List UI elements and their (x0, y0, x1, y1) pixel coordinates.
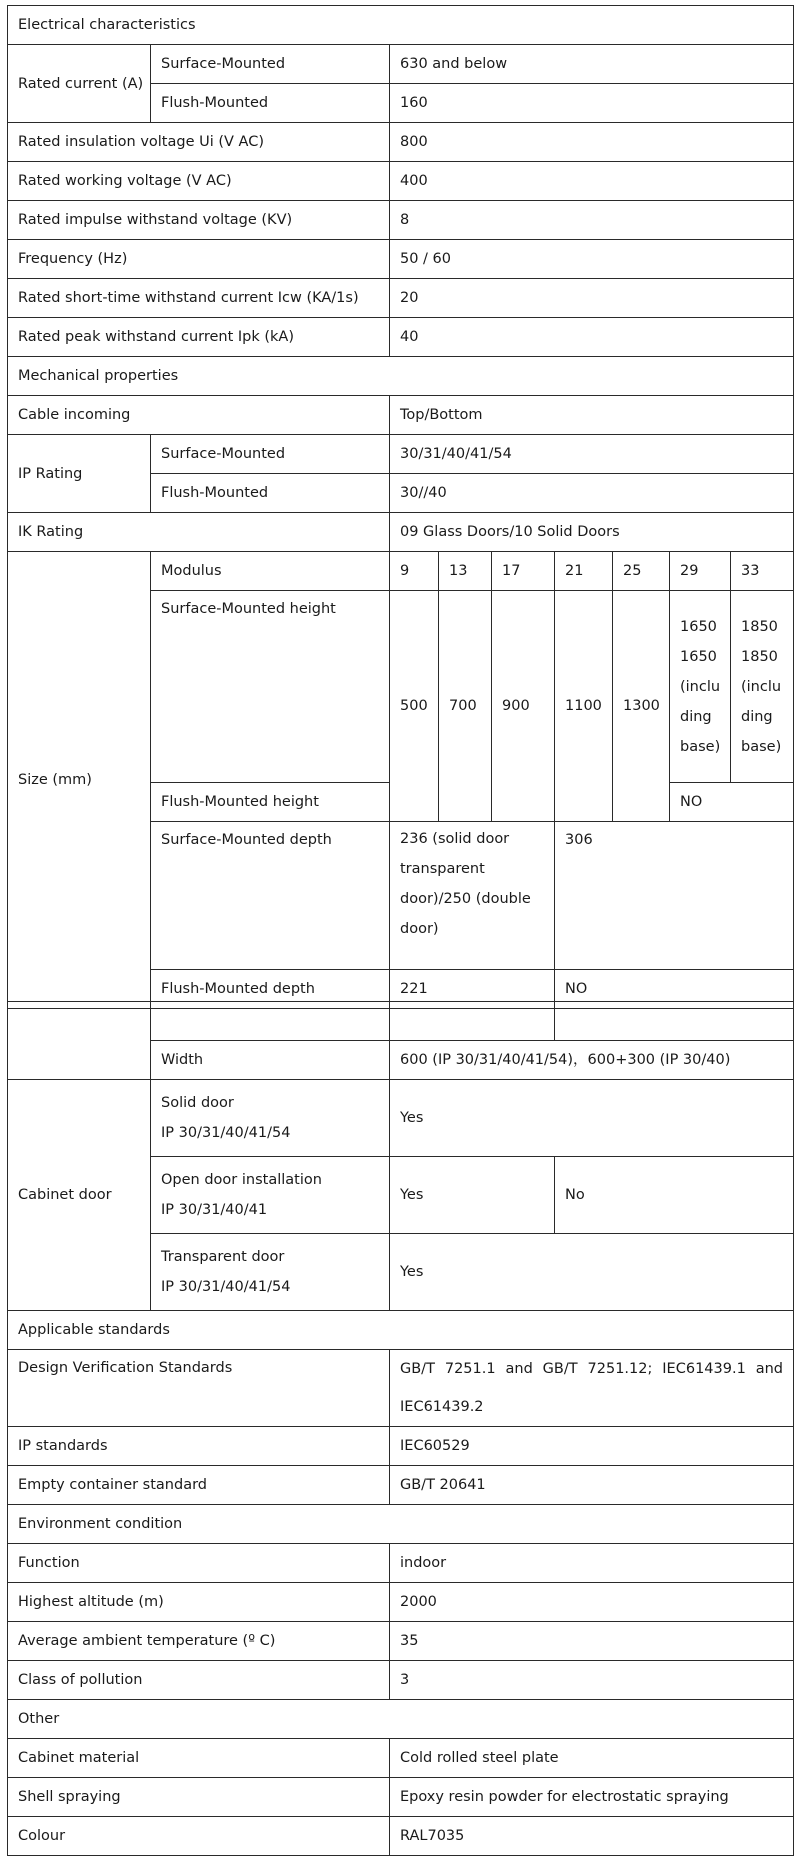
table-row (8, 513, 794, 552)
row-label: IP Rating (8, 435, 151, 513)
value-cell: 20 (390, 279, 794, 318)
value-cell: 600 (IP 30/31/40/41/54)，600+300 (IP 30/40) (390, 1041, 794, 1080)
value-cell: Yes (390, 1080, 794, 1157)
height-line: 1650 (680, 648, 717, 665)
value-cell: 3 (390, 1661, 794, 1700)
blank-cell (390, 1002, 555, 1041)
value-cell: 400 (390, 162, 794, 201)
row-label: Frequency (Hz) (8, 240, 390, 279)
row-label: Cable incoming (8, 396, 390, 435)
value-cell: GB/T 20641 (390, 1466, 794, 1505)
row-label: Rated short-time withstand current Icw (KA/1s) (8, 279, 390, 318)
value-cell: NO (555, 970, 794, 1009)
value-cell: 40 (390, 318, 794, 357)
value-cell: 160 (390, 84, 794, 123)
table-row (8, 1661, 794, 1700)
table-row (8, 1427, 794, 1466)
door-title: Solid door (161, 1095, 234, 1111)
value-cell: No (555, 1157, 794, 1234)
height-line: (inclu (680, 678, 721, 695)
section-heading-row (8, 1700, 794, 1739)
sub-label: Flush-Mounted (151, 84, 390, 123)
row-label: IK Rating (8, 513, 390, 552)
table-row (8, 1778, 794, 1817)
modulus-cell: 13 (439, 552, 492, 591)
row-label: Average ambient temperature (º C) (8, 1622, 390, 1661)
table-row (8, 435, 794, 474)
section-heading: Applicable standards (8, 1311, 794, 1350)
value-cell: 09 Glass Doors/10 Solid Doors (390, 513, 794, 552)
section-heading: Electrical characteristics (8, 6, 794, 45)
row-label: Shell spraying (8, 1778, 390, 1817)
table-row (8, 1622, 794, 1661)
table-row (8, 45, 794, 84)
modulus-cell: 25 (613, 552, 670, 591)
value-cell: Epoxy resin powder for electrostatic spraying (390, 1778, 794, 1817)
sub-label: Modulus (151, 552, 390, 591)
height-line: ding (741, 708, 773, 725)
section-heading-row (8, 1311, 794, 1350)
height-line: (inclu (741, 678, 782, 695)
modulus-cell: 9 (390, 552, 439, 591)
value-cell: Cold rolled steel plate (390, 1739, 794, 1778)
height-line: 1650 (680, 618, 717, 635)
table-row (8, 1466, 794, 1505)
row-label: Design Verification Standards (8, 1350, 390, 1427)
row-label: Rated impulse withstand voltage (KV) (8, 201, 390, 240)
value-cell: Yes (390, 1157, 555, 1234)
blank-cell (151, 1002, 390, 1041)
value-cell: RAL7035 (390, 1817, 794, 1856)
row-label: Function (8, 1544, 390, 1583)
table-row (8, 396, 794, 435)
value-cell: Top/Bottom (390, 396, 794, 435)
table-row (8, 1739, 794, 1778)
row-label: Empty container standard (8, 1466, 390, 1505)
section-heading-row (8, 357, 794, 396)
table-row (8, 318, 794, 357)
row-label: Highest altitude (m) (8, 1583, 390, 1622)
row-label: Rated working voltage (V AC) (8, 162, 390, 201)
value-cell: 30/31/40/41/54 (390, 435, 794, 474)
value-cell: Yes (390, 1234, 794, 1311)
value-cell: 2000 (390, 1583, 794, 1622)
blank-cell (555, 1002, 794, 1041)
sub-label: Width (151, 1041, 390, 1080)
modulus-cell: 33 (731, 552, 794, 591)
sub-label (151, 1157, 390, 1234)
height-cell: 1300 (613, 591, 670, 822)
sub-label (151, 1234, 390, 1311)
value-cell: 306 (555, 822, 794, 970)
table-row (8, 1583, 794, 1622)
sub-label: Surface-Mounted height (151, 591, 390, 783)
sub-label: Flush-Mounted depth (151, 970, 390, 1009)
value-cell: 8 (390, 201, 794, 240)
table-row (8, 240, 794, 279)
section-heading-row (8, 1505, 794, 1544)
height-cell-33 (731, 591, 794, 783)
height-cell-29 (670, 591, 731, 783)
modulus-row (8, 552, 794, 591)
section-heading-row (8, 6, 794, 45)
height-cell: 500 (390, 591, 439, 822)
row-label: Rated current (A) (8, 45, 151, 123)
table-row (8, 201, 794, 240)
sub-label (151, 1080, 390, 1157)
sub-label: Surface-Mounted (151, 45, 390, 84)
value-cell: 50 / 60 (390, 240, 794, 279)
modulus-cell: 17 (492, 552, 555, 591)
door-title: Transparent door (161, 1249, 285, 1265)
table-row (8, 162, 794, 201)
height-cell: 1100 (555, 591, 613, 822)
value-cell: IEC60529 (390, 1427, 794, 1466)
table-row (8, 1817, 794, 1856)
table-row (8, 279, 794, 318)
modulus-cell: 21 (555, 552, 613, 591)
height-line: ding (680, 708, 712, 725)
door-title: Open door installation (161, 1172, 322, 1188)
section-heading: Environment condition (8, 1505, 794, 1544)
row-label: Rated peak withstand current Ipk (kA) (8, 318, 390, 357)
value-cell: 800 (390, 123, 794, 162)
height-line: 1850 (741, 648, 778, 665)
height-cell: 700 (439, 591, 492, 822)
sub-label: Flush-Mounted (151, 474, 390, 513)
row-label: Class of pollution (8, 1661, 390, 1700)
row-label: Size (mm) (8, 552, 151, 1009)
height-cell: 900 (492, 591, 555, 822)
row-label: IP standards (8, 1427, 390, 1466)
sub-label: Surface-Mounted depth (151, 822, 390, 970)
height-line: base) (741, 738, 782, 755)
section-heading: Other (8, 1700, 794, 1739)
value-cell: NO (670, 783, 794, 822)
spec-table-part-1 (7, 5, 794, 1009)
sub-label: Flush-Mounted height (151, 783, 390, 822)
section-heading: Mechanical properties (8, 357, 794, 396)
value-cell: 236 (solid door transparent door)/250 (double door) (390, 822, 555, 970)
height-line: 1850 (741, 618, 778, 635)
door-ip: IP 30/31/40/41 (161, 1202, 268, 1218)
value-cell: 630 and below (390, 45, 794, 84)
row-label: Cabinet material (8, 1739, 390, 1778)
value-cell: GB/T 7251.1 and GB/T 7251.12; IEC61439.1 and IEC61439.2 (390, 1350, 794, 1427)
sub-label: Surface-Mounted (151, 435, 390, 474)
modulus-cell: 29 (670, 552, 731, 591)
row-label: Rated insulation voltage Ui (V AC) (8, 123, 390, 162)
door-ip: IP 30/31/40/41/54 (161, 1279, 291, 1295)
spec-table-part-2 (7, 1001, 794, 1856)
value-cell: indoor (390, 1544, 794, 1583)
blank-row (8, 1002, 794, 1041)
row-label: Colour (8, 1817, 390, 1856)
door-ip: IP 30/31/40/41/54 (161, 1125, 291, 1141)
cabinet-door-solid-row (8, 1080, 794, 1157)
height-line: base) (680, 738, 721, 755)
value-cell: 221 (390, 970, 555, 1009)
row-label: Cabinet door (8, 1080, 151, 1311)
row-label-blank (8, 1002, 151, 1080)
table-row (8, 1544, 794, 1583)
value-cell: 35 (390, 1622, 794, 1661)
table-row (8, 1350, 794, 1427)
value-cell: 30//40 (390, 474, 794, 513)
table-row (8, 123, 794, 162)
